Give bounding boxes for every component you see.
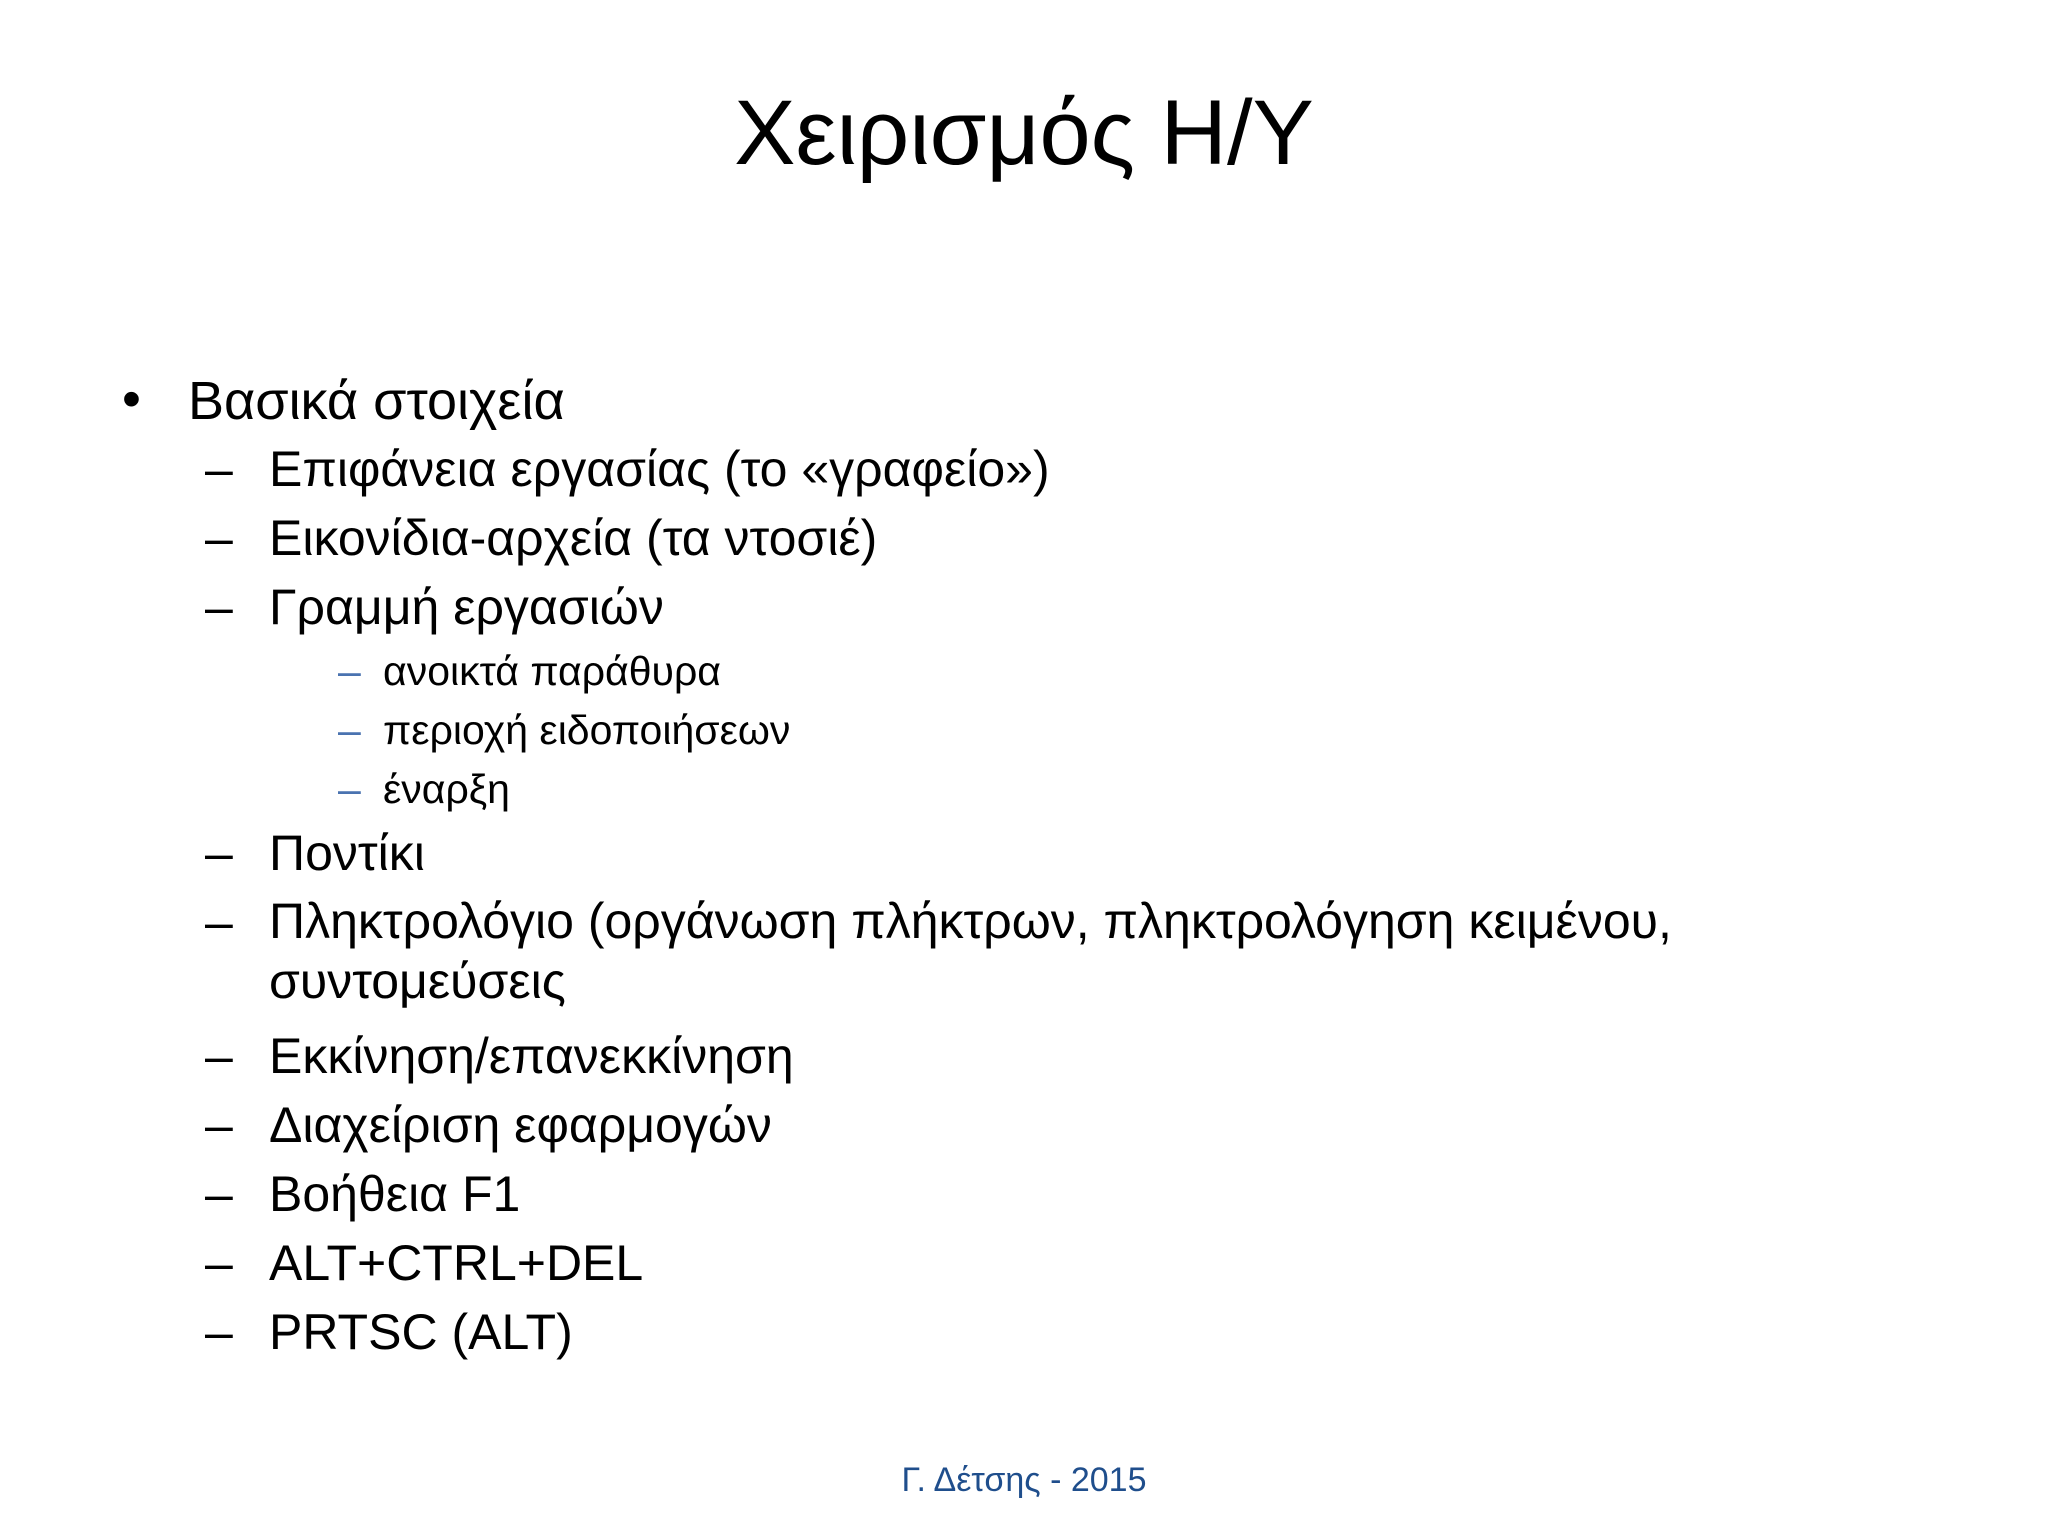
list-item-text: Εικονίδια-αρχεία (τα ντοσιέ) [269, 510, 878, 566]
dash-marker: – [205, 510, 233, 566]
list-item-text: Βοήθεια F1 [269, 1166, 521, 1222]
dash-marker: – [205, 1304, 233, 1360]
list-item-text: ALT+CTRL+DEL [269, 1235, 644, 1291]
dash-marker: – [205, 825, 233, 881]
sub-dash-marker: – [338, 707, 361, 753]
main-bullet [0, 368, 2048, 438]
sub-item-notification-area [0, 704, 2048, 763]
list-item-text: Επιφάνεια εργασίας (το «γραφείο») [269, 441, 1050, 497]
slide-title: Χειρισμός Η/Υ [734, 82, 1314, 184]
bullet-marker: • [122, 369, 141, 429]
list-item-text: Εκκίνηση/επανεκκίνηση [269, 1028, 794, 1084]
dash-marker: – [205, 1097, 233, 1153]
dash-marker: – [205, 579, 233, 635]
list-item-keyboard [0, 891, 2048, 1025]
dash-marker: – [205, 1028, 233, 1084]
sub-item-start [0, 763, 2048, 822]
list-item-text: Πληκτρολόγιο (οργάνωση πλήκτρων, πληκτρολόγηση κειμένου, συντομεύσεις [269, 893, 1672, 1009]
sub-item-open-windows [0, 645, 2048, 704]
list-item-app-management [0, 1094, 2048, 1163]
list-item-taskbar [0, 576, 2048, 645]
sub-item-text: ανοικτά παράθυρα [383, 648, 722, 694]
list-item-alt-ctrl-del [0, 1232, 2048, 1301]
dash-marker: – [205, 1166, 233, 1222]
bullet-list [0, 368, 2048, 1370]
list-item-restart [0, 1025, 2048, 1094]
sub-item-text: περιοχή ειδοποιήσεων [383, 707, 791, 753]
list-item-help [0, 1163, 2048, 1232]
dash-marker: – [205, 441, 233, 497]
list-item-prtsc [0, 1301, 2048, 1370]
dash-marker: – [205, 1235, 233, 1291]
list-item-text: Διαχείριση εφαρμογών [269, 1097, 772, 1153]
list-item-text: PRTSC (ALT) [269, 1304, 573, 1360]
list-item-mouse [0, 822, 2048, 891]
sub-dash-marker: – [338, 648, 361, 694]
list-item-icons-files [0, 507, 2048, 576]
sub-dash-marker: – [338, 766, 361, 812]
sub-item-text: έναρξη [383, 766, 510, 812]
main-bullet-text: Βασικά στοιχεία [188, 371, 565, 431]
list-item-text: Ποντίκι [269, 825, 425, 881]
list-item-text: Γραμμή εργασιών [269, 579, 664, 635]
slide-footer: Γ. Δέτσης - 2015 [901, 1461, 1147, 1499]
list-item-desktop [0, 438, 2048, 507]
dash-marker: – [205, 894, 233, 950]
